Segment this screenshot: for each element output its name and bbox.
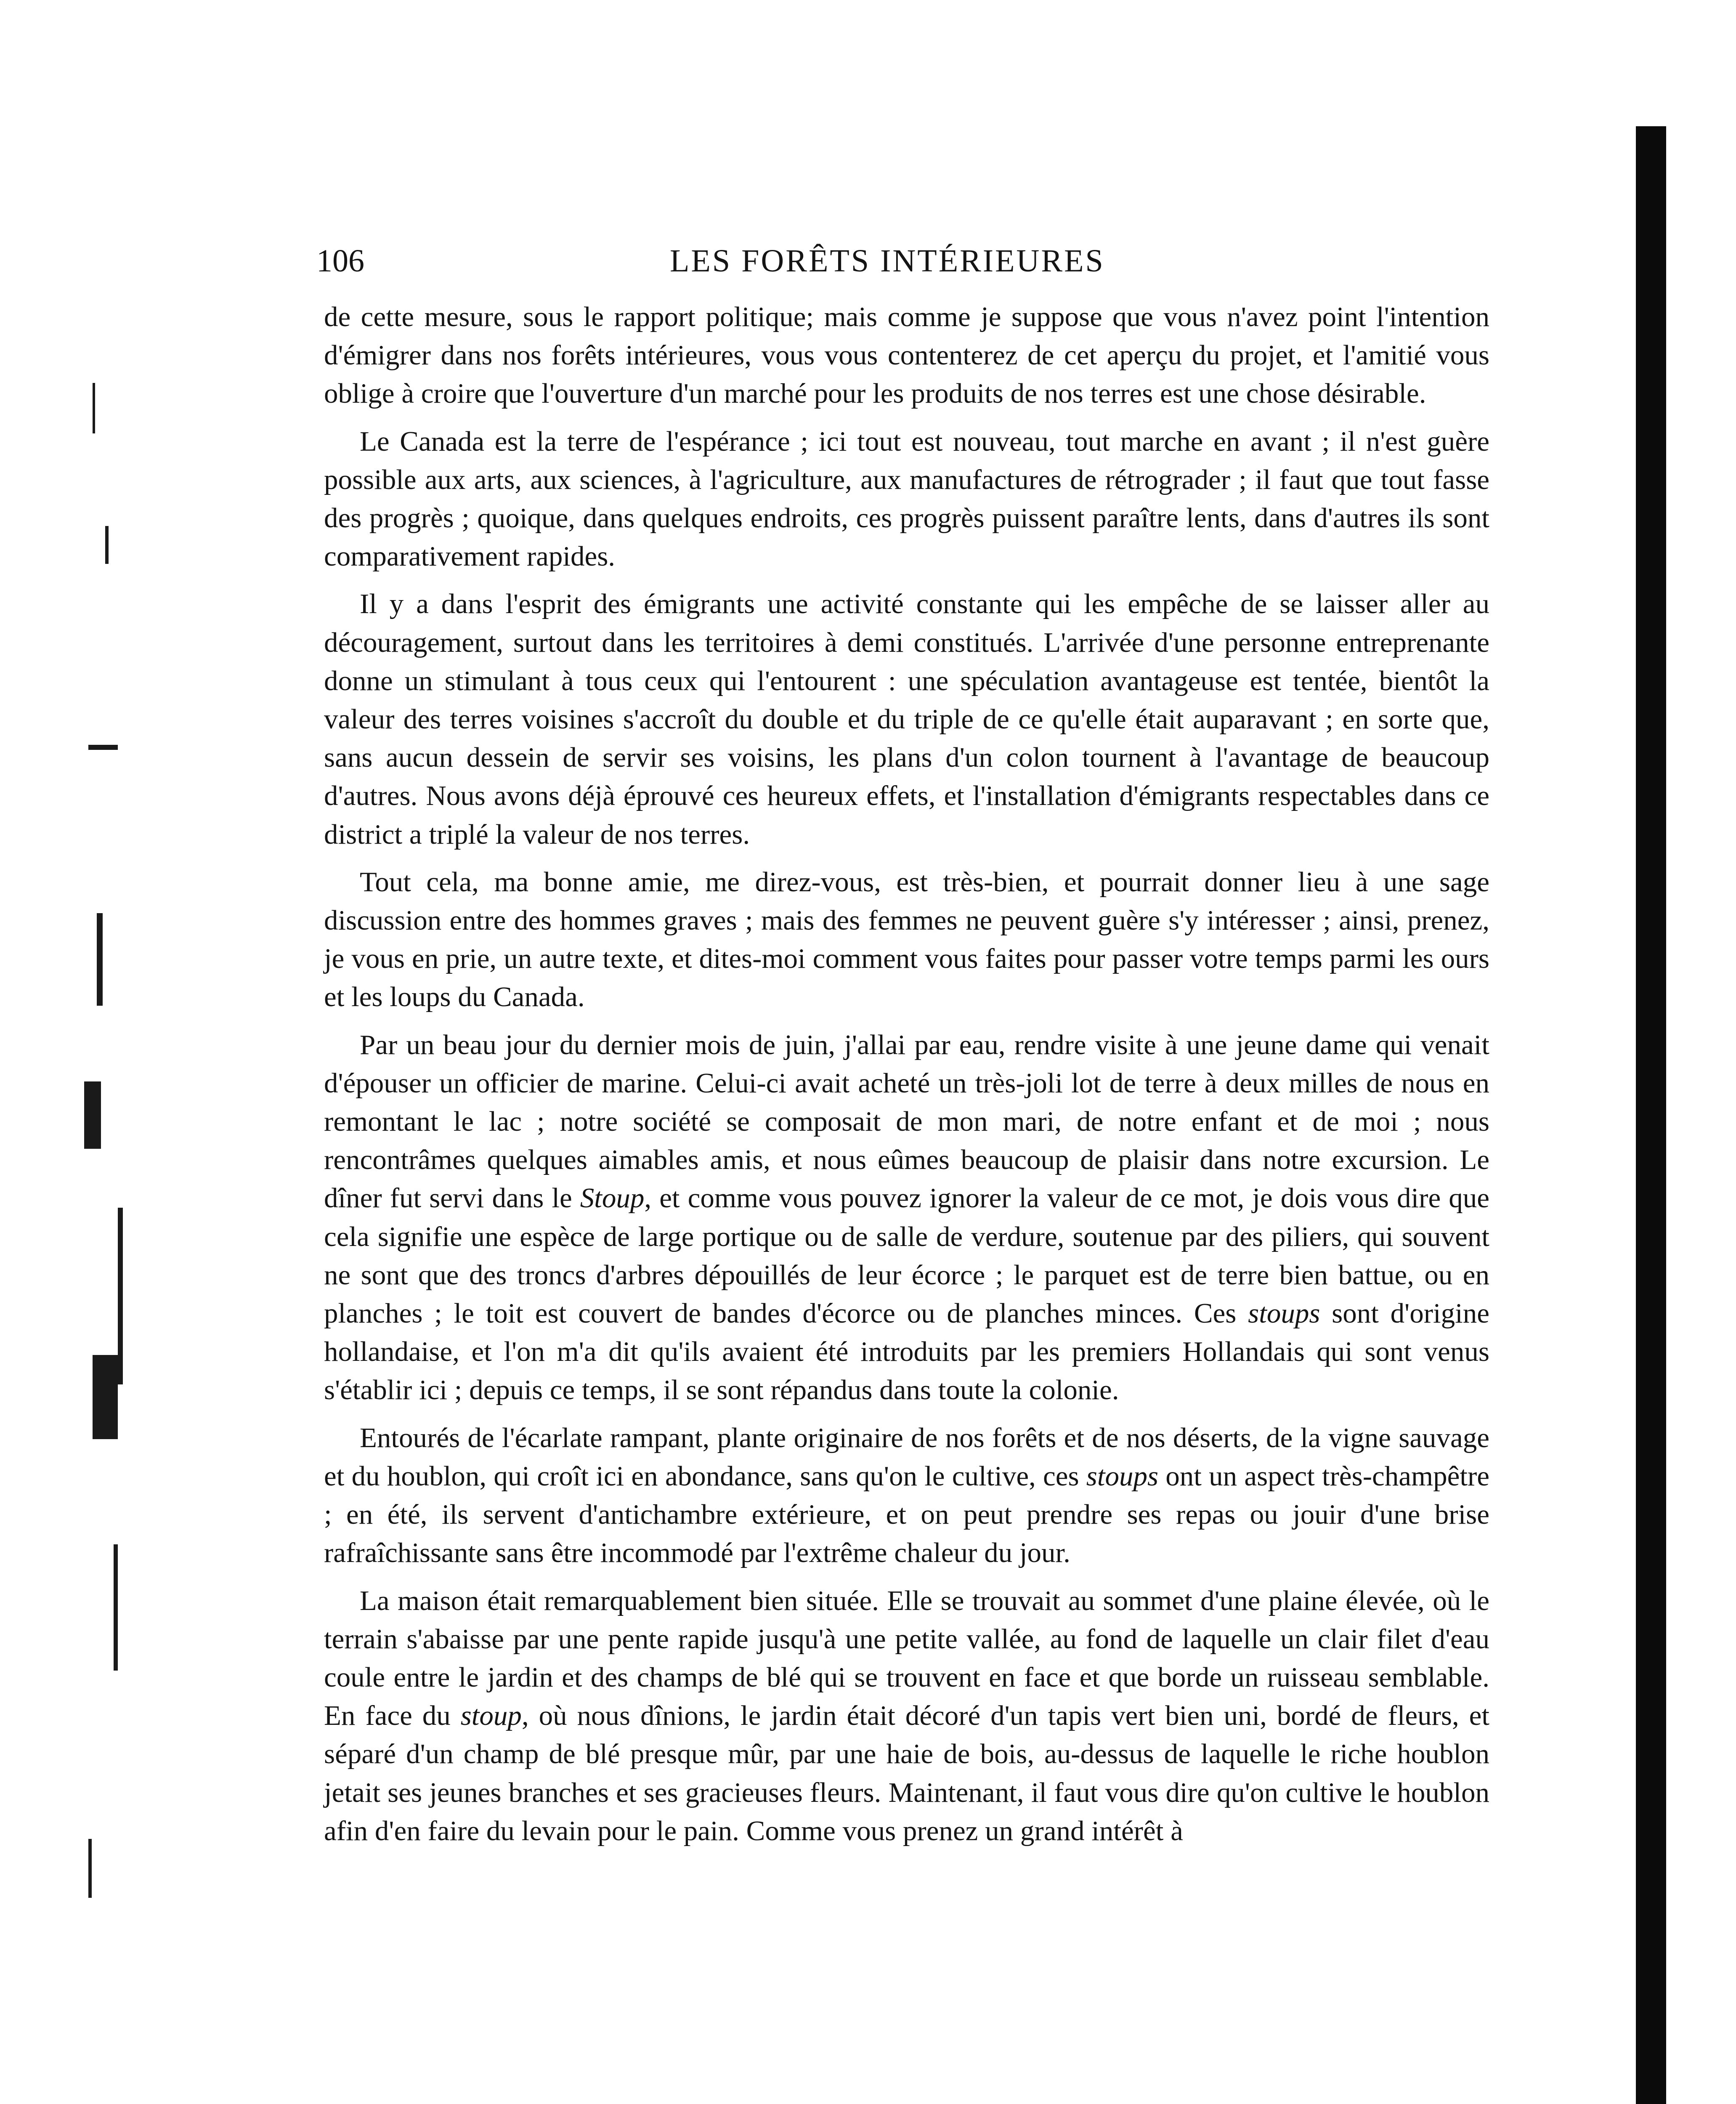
scan-edge-bar [1636,126,1666,2104]
text-span: de cette mesure, sous le rapport politique; mais comme je suppose que vous n'avez point l'intention d'émigrer dans nos forêts intérieures, vous vous contenterez de cet aperçu du projet, et l'amitié vous oblige à croire que l'ouverture d'un marché pour les produits de nos terres est une chose désirable. [324,301,1489,409]
italic-term: stoup [460,1700,522,1732]
text-span: La maison était remarquablement bien située. Elle se trouvait au sommet d'une plaine élevée, où le terrain s'abaisse par une pente rapide jusqu'à une petite vallée, au fond de laquelle un clair filet d'eau coule entre le jardin et des champs de blé qui se trouvent en face et que borde un ruisseau semblable. En face du [324,1585,1489,1732]
page-number: 106 [316,243,364,279]
paragraph-4 [324,863,1489,1017]
italic-term: Stoup [580,1182,645,1214]
page-header [316,240,1158,286]
text-span: sont d'origine hollandaise, et l'on m'a dit qu'ils avaient été introduits par les premiers Hollandais qui sont venus s'établir ici ; depuis ce temps, il se sont répandus dans toute la colonie. [324,1298,1489,1406]
text-span: Le Canada est la terre de l'espérance ; ici tout est nouveau, tout marche en avant ; il n'est guère possible aux arts, aux sciences, à l'agriculture, aux manufactures de rétrograder ; il faut que tout fasse des progrès ; quoique, dans quelques endroits, ces progrès puissent paraître lents, dans d'autres ils sont comparativement rapides. [324,425,1489,572]
paragraph-2 [324,422,1489,576]
italic-term: stoups [1086,1460,1159,1492]
text-span: , où nous dînions, le jardin était décoré d'un tapis vert bien uni, bordé de fleurs, et séparé d'un champ de blé presque mûr, par une haie de bois, au-dessus de laquelle le riche houblon jetait ses jeunes branches et ses gracieuses fleurs. Maintenant, il faut vous dire qu'on cultive le houblon afin d'en faire du levain pour le pain. Comme vous prenez un grand intérêt à [324,1700,1489,1846]
paragraph-5 [324,1026,1489,1410]
text-span: , et comme vous pouvez ignorer la valeur de ce mot, je dois vous dire que cela signifie une espèce de large portique ou de salle de verdure, soutenue par des piliers, qui souvent ne sont que des troncs d'arbres dépouillés de leur écorce ; le parquet est de terre bien battue, ou en planches ; le toit est couvert de bandes d'écorce ou de planches minces. Ces [324,1182,1489,1329]
text-span: Il y a dans l'esprit des émigrants une activité constante qui les empêche de se laisser aller au découragement, surtout dans les territoires à demi constitués. L'arrivée d'une personne entreprenante donne un stimulant à tous ceux qui l'entourent : une spéculation avantageuse est tentée, bientôt la valeur des terres voisines s'accroît du double et du triple de ce qu'elle était auparavant ; en sorte que, sans aucun dessein de servir ses voisins, les plans d'un colon tournent à l'avantage de beaucoup d'autres. Nous avons déjà éprouvé ces heureux effets, et l'installation d'émigrants respectables dans ce district a triplé la valeur de nos terres. [324,588,1489,850]
text-span: Tout cela, ma bonne amie, me direz-vous, est très-bien, et pourrait donner lieu à une sage discussion entre des hommes graves ; mais des femmes ne peuvent guère s'y intéresser ; ainsi, prenez, je vous en prie, un autre texte, et dites-moi comment vous faites pour passer votre temps parmi les ours et les loups du Canada. [324,866,1489,1013]
text-span: Entourés de l'écarlate rampant, plante originaire de nos forêts et de nos déserts, de la vigne sauvage et du houblon, qui croît ici en abondance, sans qu'on le cultive, ces [324,1422,1489,1492]
paragraph-1 [324,298,1489,413]
margin-scan-noise [80,366,177,2104]
italic-term: stoups [1248,1298,1320,1329]
paragraph-6 [324,1419,1489,1573]
body-text [324,298,1489,1860]
running-title: LES FORÊTS INTÉRIEURES [670,243,1105,279]
paragraph-3 [324,585,1489,853]
paragraph-7 [324,1582,1489,1850]
text-span: ont un aspect très-champêtre ; en été, ils servent d'antichambre extérieure, et on peut prendre ses repas ou jouir d'une brise rafraîchissante sans être incommodé par l'extrême chaleur du jour. [324,1460,1489,1569]
text-span: Par un beau jour du dernier mois de juin, j'allai par eau, rendre visite à une jeune dame qui venait d'épouser un officier de marine. Celui-ci avait acheté un très-joli lot de terre à deux milles de nous en remontant le lac ; notre société se composait de mon mari, de notre enfant et de moi ; nous rencontrâmes quelques aimables amis, et nous eûmes beaucoup de plaisir dans notre excursion. Le dîner fut servi dans le [324,1029,1489,1214]
